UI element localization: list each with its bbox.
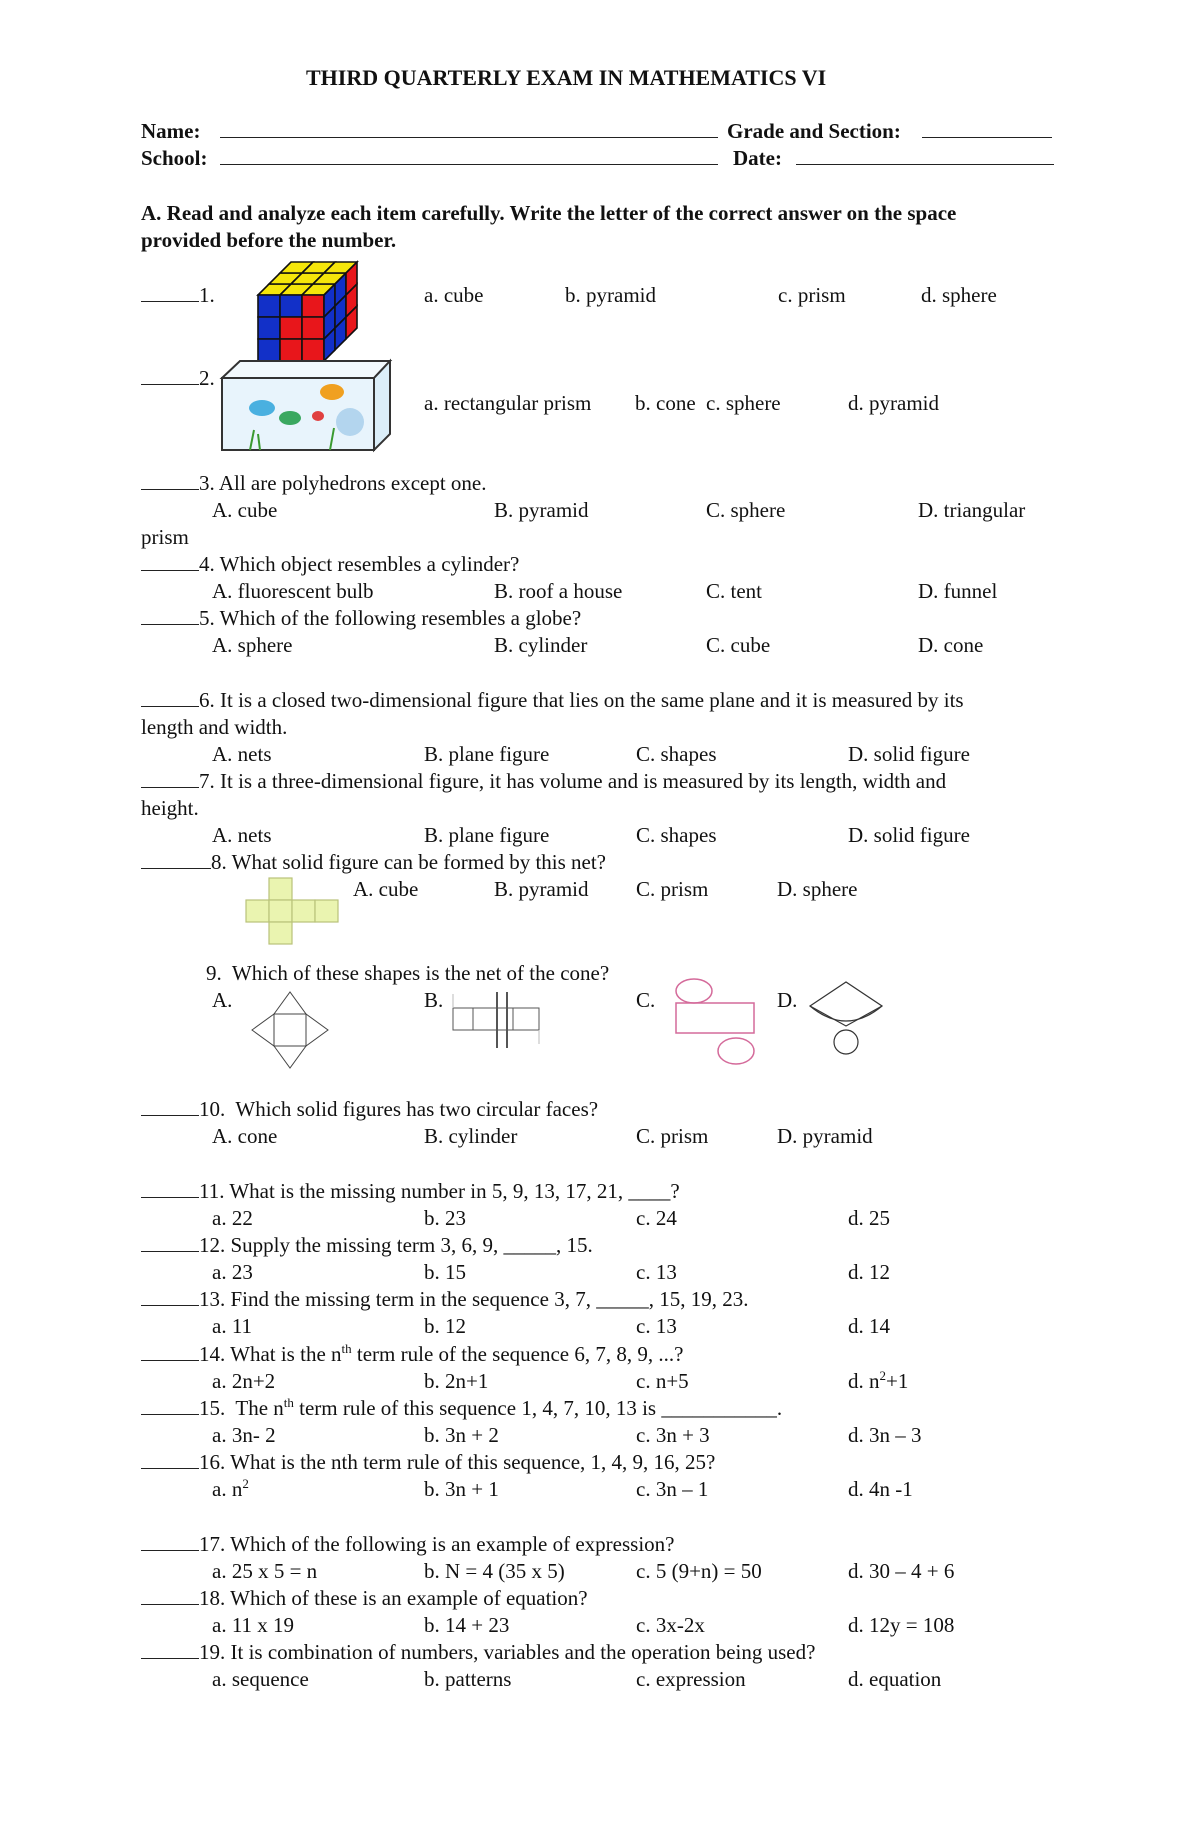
q18-choice-d: d. 12y = 108 — [848, 1613, 955, 1637]
answer-blank[interactable] — [141, 850, 211, 869]
q13-choice-b: b. 12 — [424, 1314, 466, 1338]
prism-net-image — [451, 990, 541, 1050]
answer-blank[interactable] — [141, 471, 199, 490]
q4-choice-c: C. tent — [706, 579, 762, 603]
cone-net-image — [808, 980, 888, 1060]
page-title: THIRD QUARTERLY EXAM IN MATHEMATICS VI — [306, 65, 827, 90]
answer-blank[interactable] — [141, 1097, 199, 1116]
cube-net-image — [246, 878, 338, 944]
q10-choice-b: B. cylinder — [424, 1124, 518, 1148]
question-7: 7. It is a three-dimensional figure, it has volume and is measured by its length, width and — [141, 769, 946, 793]
rubiks-cube-image — [250, 255, 350, 355]
question-10: 10. Which solid figures has two circular faces? — [141, 1097, 598, 1121]
q17-choice-b: b. N = 4 (35 x 5) — [424, 1559, 565, 1583]
question-18: 18. Which of these is an example of equation? — [141, 1586, 588, 1610]
question-7-wrap: height. — [141, 796, 199, 820]
answer-blank[interactable] — [141, 769, 199, 788]
school-label: School: — [141, 146, 208, 170]
question-6-wrap: length and width. — [141, 715, 288, 739]
q14-choice-c: c. n+5 — [636, 1369, 689, 1393]
q7-choice-c: C. shapes — [636, 823, 717, 847]
q15-choice-a: a. 3n- 2 — [212, 1423, 276, 1447]
q3-choice-d-wrap: prism — [141, 525, 189, 549]
name-field[interactable] — [220, 119, 718, 143]
pyramid-net-image — [250, 990, 330, 1070]
date-field[interactable] — [796, 146, 1054, 170]
q11-choice-a: a. 22 — [212, 1206, 253, 1230]
question-13: 13. Find the missing term in the sequence 3, 7, _____, 15, 19, 23. — [141, 1287, 748, 1311]
question-15: 15. The $n^{th}$ term rule of this sequence 1, 4, 7, 10, 13 is ___________. — [141, 1396, 782, 1420]
answer-blank[interactable] — [141, 1586, 199, 1605]
q17-choice-d: d. 30 – 4 + 6 — [848, 1559, 955, 1583]
q3-choice-b: B. pyramid — [494, 498, 589, 522]
q16-choice-c: c. 3n – 1 — [636, 1477, 709, 1501]
answer-blank[interactable] — [141, 606, 199, 625]
q18-choice-b: b. 14 + 23 — [424, 1613, 510, 1637]
q7-choice-b: B. plane figure — [424, 823, 550, 847]
q12-choice-a: a. 23 — [212, 1260, 253, 1284]
q4-choice-a: A. fluorescent bulb — [212, 579, 374, 603]
q19-choice-c: c. expression — [636, 1667, 746, 1691]
q1-choice-b: b. pyramid — [565, 283, 656, 307]
school-field[interactable] — [220, 146, 718, 170]
q5-choice-b: B. cylinder — [494, 633, 588, 657]
q11-choice-b: b. 23 — [424, 1206, 466, 1230]
q2-choice-a: a. rectangular prism — [424, 391, 592, 415]
q8-choice-c: C. prism — [636, 877, 709, 901]
q6-choice-c: C. shapes — [636, 742, 717, 766]
answer-blank[interactable] — [141, 1396, 199, 1415]
q4-choice-d: D. funnel — [918, 579, 998, 603]
answer-blank[interactable] — [141, 1532, 199, 1551]
q16-choice-d: d. 4n -1 — [848, 1477, 913, 1501]
q5-choice-a: A. sphere — [212, 633, 293, 657]
answer-blank[interactable] — [141, 1233, 199, 1252]
q13-choice-c: c. 13 — [636, 1314, 677, 1338]
q9-choice-d: D. — [777, 988, 798, 1012]
q11-choice-d: d. 25 — [848, 1206, 890, 1230]
q6-choice-a: A. nets — [212, 742, 272, 766]
answer-blank[interactable] — [141, 1287, 199, 1306]
q6-choice-b: B. plane figure — [424, 742, 550, 766]
q10-choice-a: A. cone — [212, 1124, 278, 1148]
q4-choice-b: B. roof a house — [494, 579, 623, 603]
q1-choice-c: c. prism — [778, 283, 846, 307]
answer-blank[interactable] — [141, 1342, 199, 1361]
cylinder-net-image — [672, 977, 757, 1069]
q1-choice-d: d. sphere — [921, 283, 997, 307]
question-1: 1. — [141, 283, 215, 307]
q10-choice-d: D. pyramid — [777, 1124, 873, 1148]
q12-choice-d: d. 12 — [848, 1260, 890, 1284]
answer-blank[interactable] — [141, 283, 199, 302]
q5-choice-d: D. cone — [918, 633, 984, 657]
q8-choice-b: B. pyramid — [494, 877, 589, 901]
question-2: 2. — [141, 366, 215, 390]
q15-choice-c: c. 3n + 3 — [636, 1423, 710, 1447]
question-19: 19. It is combination of numbers, variables and the operation being used? — [141, 1640, 815, 1664]
question-6: 6. It is a closed two-dimensional figure that lies on the same plane and it is measured by its — [141, 688, 964, 712]
q9-choice-b: B. — [424, 988, 444, 1012]
q16-choice-b: b. 3n + 1 — [424, 1477, 499, 1501]
grade-field[interactable] — [922, 119, 1052, 143]
answer-blank[interactable] — [141, 1450, 199, 1469]
question-16: 16. What is the nth term rule of this sequence, 1, 4, 9, 16, 25? — [141, 1450, 715, 1474]
question-9: 9. Which of these shapes is the net of the cone? — [206, 961, 610, 985]
q12-choice-c: c. 13 — [636, 1260, 677, 1284]
q19-choice-b: b. patterns — [424, 1667, 512, 1691]
question-8: 8. What solid figure can be formed by this net? — [141, 850, 606, 874]
q6-choice-d: D. solid figure — [848, 742, 970, 766]
q8-choice-a: A. cube — [353, 877, 419, 901]
q19-choice-d: d. equation — [848, 1667, 942, 1691]
q9-choice-a: A. — [212, 988, 233, 1012]
q8-choice-d: D. sphere — [777, 877, 858, 901]
q15-choice-b: b. 3n + 2 — [424, 1423, 499, 1447]
q5-choice-c: C. cube — [706, 633, 771, 657]
q14-choice-d: d. $n^2+1$ — [848, 1368, 909, 1393]
answer-blank[interactable] — [141, 1640, 199, 1659]
question-12: 12. Supply the missing term 3, 6, 9, _____, 15. — [141, 1233, 593, 1257]
answer-blank[interactable] — [141, 688, 199, 707]
question-3: 3. All are polyhedrons except one. — [141, 471, 487, 495]
q14-choice-b: b. 2n+1 — [424, 1369, 489, 1393]
name-label: Name: — [141, 119, 201, 143]
q10-choice-c: C. prism — [636, 1124, 709, 1148]
q3-choice-a: A. cube — [212, 498, 278, 522]
question-5: 5. Which of the following resembles a globe? — [141, 606, 581, 630]
q7-choice-d: D. solid figure — [848, 823, 970, 847]
instructions-line-2: provided before the number. — [141, 228, 397, 252]
q17-choice-a: a. 25 x 5 = n — [212, 1559, 318, 1583]
q14-choice-a: a. 2n+2 — [212, 1369, 276, 1393]
q19-choice-a: a. sequence — [212, 1667, 309, 1691]
date-label: Date: — [733, 146, 782, 170]
q9-choice-c: C. — [636, 988, 656, 1012]
instructions-line-1: A. Read and analyze each item carefully. Write the letter of the correct answer on the space — [141, 201, 957, 225]
question-11: 11. What is the missing number in 5, 9, 13, 17, 21, ____? — [141, 1179, 680, 1203]
question-4: 4. Which object resembles a cylinder? — [141, 552, 519, 576]
q2-choice-c: c. sphere — [706, 391, 781, 415]
answer-blank[interactable] — [141, 366, 199, 385]
aquarium-image — [220, 358, 390, 458]
q13-choice-d: d. 14 — [848, 1314, 890, 1338]
q3-choice-c: C. sphere — [706, 498, 786, 522]
q16-choice-a: a. $n^2$ — [212, 1476, 249, 1501]
q11-choice-c: c. 24 — [636, 1206, 677, 1230]
q2-choice-b: b. cone — [635, 391, 696, 415]
q13-choice-a: a. 11 — [212, 1314, 253, 1338]
q17-choice-c: c. 5 (9+n) = 50 — [636, 1559, 762, 1583]
q15-choice-d: d. 3n – 3 — [848, 1423, 922, 1447]
q7-choice-a: A. nets — [212, 823, 272, 847]
q18-choice-c: c. 3x-2x — [636, 1613, 705, 1637]
q12-choice-b: b. 15 — [424, 1260, 466, 1284]
grade-label: Grade and Section: — [727, 119, 901, 143]
answer-blank[interactable] — [141, 552, 199, 571]
q2-choice-d: d. pyramid — [848, 391, 939, 415]
question-17: 17. Which of the following is an example of expression? — [141, 1532, 675, 1556]
answer-blank[interactable] — [141, 1179, 199, 1198]
q18-choice-a: a. 11 x 19 — [212, 1613, 295, 1637]
question-14: 14. What is the $n^{th}$ term rule of the sequence 6, 7, 8, 9, ...? — [141, 1342, 683, 1366]
q3-choice-d: D. triangular — [918, 498, 1026, 522]
q1-choice-a: a. cube — [424, 283, 484, 307]
